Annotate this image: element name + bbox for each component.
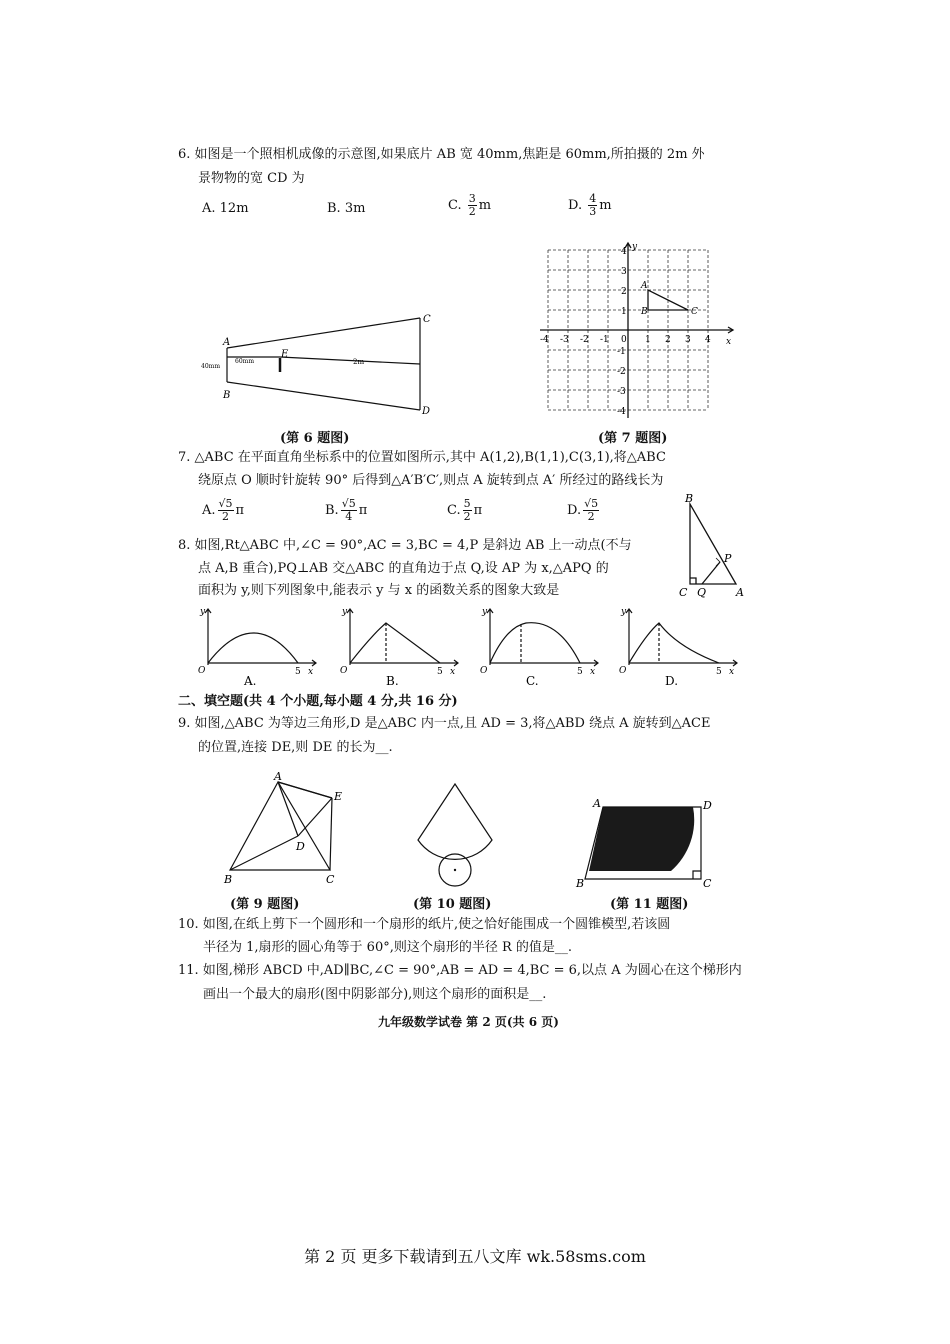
q11-caption: (第 11 题图) [610, 897, 689, 912]
q11-label-a: A [593, 797, 601, 810]
q7-figure [538, 240, 743, 420]
q7-xtick: 1 [645, 335, 651, 345]
q8-graph-d-x: x [729, 667, 735, 677]
q7-y-axis-label: y [632, 242, 638, 252]
q6-line2: 景物物的宽 CD 为 [198, 171, 305, 186]
q7-xtick: 3 [685, 335, 691, 345]
q8-graph-c [478, 605, 603, 687]
q8-graph-d-y: y [621, 607, 627, 617]
q6-line1: 6. 如图是一个照相机成像的示意图,如果底片 AB 宽 40mm,焦距是 60mm,所拍摄的 2m 外 [178, 147, 705, 162]
q11-figure [575, 795, 720, 890]
q8-graph-b [338, 605, 463, 687]
q7-label-b: B [641, 307, 648, 317]
q8-label-q: Q [697, 586, 707, 599]
q7-xtick: 2 [665, 335, 671, 345]
q7-label-c: C [691, 307, 698, 317]
q6-label-width: 40mm [201, 363, 221, 370]
q8-label-p: P [724, 552, 732, 565]
q7-ytick: 3 [621, 267, 627, 277]
q9-caption: (第 9 题图) [230, 897, 300, 912]
q8-graph-c-origin: O [480, 666, 488, 676]
q7-xtick: -2 [580, 335, 589, 345]
q6-label-focal: 60mm [235, 358, 255, 365]
q8-graph-a-five: 5 [295, 667, 301, 677]
q11-label-c: C [703, 877, 712, 890]
q7-line2: 绕原点 O 顺时针旋转 90° 后得到△A′B′C′,则点 A 旋转到点 A′ 所经过的路线长为 [198, 473, 664, 488]
q7-ytick: -2 [617, 367, 626, 377]
q7-option-d: D. $\frac{√5}{2}$ [567, 497, 599, 523]
q6-caption: (第 6 题图) [280, 431, 350, 446]
q7-caption: (第 7 题图) [598, 431, 668, 446]
q8-graph-d-label: D. [665, 674, 679, 687]
q8-graph-c-label: C. [526, 674, 539, 687]
q8-graph-a-origin: O [198, 666, 206, 676]
q7-label-a: A [641, 281, 648, 291]
q7-option-b: B. $\frac{√5}{4}$ π [325, 497, 368, 523]
q6-option-d: D. $\frac{4}{3}$ m [568, 192, 612, 218]
q6-option-c: C. $\frac{3}{2}$ m [448, 192, 492, 218]
q8-graph-b-x: x [450, 667, 456, 677]
q8-graph-a-label: A. [244, 674, 257, 687]
q8-label-a: A [736, 586, 744, 599]
section-heading: 二、填空题(共 4 个小题,每小题 4 分,共 16 分) [178, 694, 458, 709]
q7-origin: 0 [621, 335, 627, 345]
q7-ytick: 4 [621, 247, 627, 257]
q8-graph-d-five: 5 [716, 667, 722, 677]
q6-option-a: A. 12m [202, 201, 249, 216]
q8-graph-b-five: 5 [437, 667, 443, 677]
q11-line1: 11. 如图,梯形 ABCD 中,AD∥BC,∠C = 90°,AB = AD = 4,BC = 6,以点 A 为圆心在这个梯形内 [178, 963, 742, 978]
q7-ytick: 1 [621, 307, 627, 317]
q9-label-b: B [224, 873, 233, 886]
q8-graph-c-y: y [482, 607, 488, 617]
q8-label-c: C [679, 586, 688, 599]
q7-ytick: -3 [617, 387, 626, 397]
q6-label-e: E [281, 349, 289, 360]
q10-line1: 10. 如图,在纸上剪下一个圆形和一个扇形的纸片,使之恰好能围成一个圆锥模型,若该圆 [178, 917, 671, 932]
q7-ytick: -4 [617, 407, 626, 417]
q6-label-c: C [423, 314, 431, 325]
q8-graph-c-x: x [590, 667, 596, 677]
q8-graph-a-x: x [308, 667, 314, 677]
q7-option-c: C. $\frac{5}{2}$ π [447, 497, 483, 523]
q7-xtick: -3 [560, 335, 569, 345]
q6-figure [195, 308, 445, 420]
q6-option-b: B. 3m [327, 201, 366, 216]
q6-label-b: B [223, 390, 231, 401]
q8-graph-a-y: y [200, 607, 206, 617]
q9-label-c: C [326, 873, 335, 886]
q9-label-a: A [274, 770, 282, 783]
q11-label-b: B [576, 877, 585, 890]
q8-graph-a [196, 605, 321, 687]
q7-ytick: -1 [617, 347, 626, 357]
download-watermark: 第 2 页 更多下载请到五八文库 wk.58sms.com [304, 1247, 646, 1266]
q7-ytick: 2 [621, 287, 627, 297]
q7-x-axis-label: x [726, 337, 732, 347]
q8-graph-d [617, 605, 742, 687]
q10-figure [405, 780, 505, 892]
q8-line1: 8. 如图,Rt△ABC 中,∠C = 90°,AC = 3,BC = 4,P 是斜边 AB 上一动点(不与 [178, 538, 632, 553]
q8-graph-b-label: B. [386, 674, 399, 687]
q7-xtick: -1 [600, 335, 609, 345]
q7-xtick: -4 [540, 335, 549, 345]
q8-label-b: B [685, 492, 694, 505]
q11-line2: 画出一个最大的扇形(图中阴影部分),则这个扇形的面积是__. [203, 987, 547, 1002]
q9-label-e: E [334, 790, 343, 803]
q8-graph-c-five: 5 [577, 667, 583, 677]
q11-label-d: D [703, 799, 712, 812]
q8-line3: 面积为 y,则下列图象中,能表示 y 与 x 的函数关系的图象大致是 [198, 583, 560, 598]
q10-line2: 半径为 1,扇形的圆心角等于 60°,则这个扇形的半径 R 的值是__. [203, 940, 573, 955]
q8-line2: 点 A,B 重合),PQ⊥AB 交△ABC 的直角边于点 Q,设 AP 为 x,△APQ 的 [198, 561, 609, 576]
q8-graph-b-y: y [342, 607, 348, 617]
q10-caption: (第 10 题图) [413, 897, 492, 912]
q9-figure [220, 770, 350, 888]
q9-line1: 9. 如图,△ABC 为等边三角形,D 是△ABC 内一点,且 AD = 3,将△ABD 绕点 A 旋转到△ACE [178, 716, 711, 731]
q9-line2: 的位置,连接 DE,则 DE 的长为__. [198, 740, 393, 755]
q8-graph-b-origin: O [340, 666, 348, 676]
q6-label-distance: 2m [353, 358, 365, 366]
q7-xtick: 4 [705, 335, 711, 345]
exam-footer: 九年级数学试卷 第 2 页(共 6 页) [378, 1015, 559, 1029]
q6-label-a: A [223, 337, 231, 348]
q8-triangle-figure [672, 492, 762, 600]
q6-label-d: D [422, 406, 431, 417]
q7-line1: 7. △ABC 在平面直角坐标系中的位置如图所示,其中 A(1,2),B(1,1),C(3,1),将△ABC [178, 450, 666, 465]
q9-label-d: D [296, 840, 305, 853]
q7-option-a: A. $\frac{√5}{2}$ π [202, 497, 245, 523]
q8-graph-d-origin: O [619, 666, 627, 676]
